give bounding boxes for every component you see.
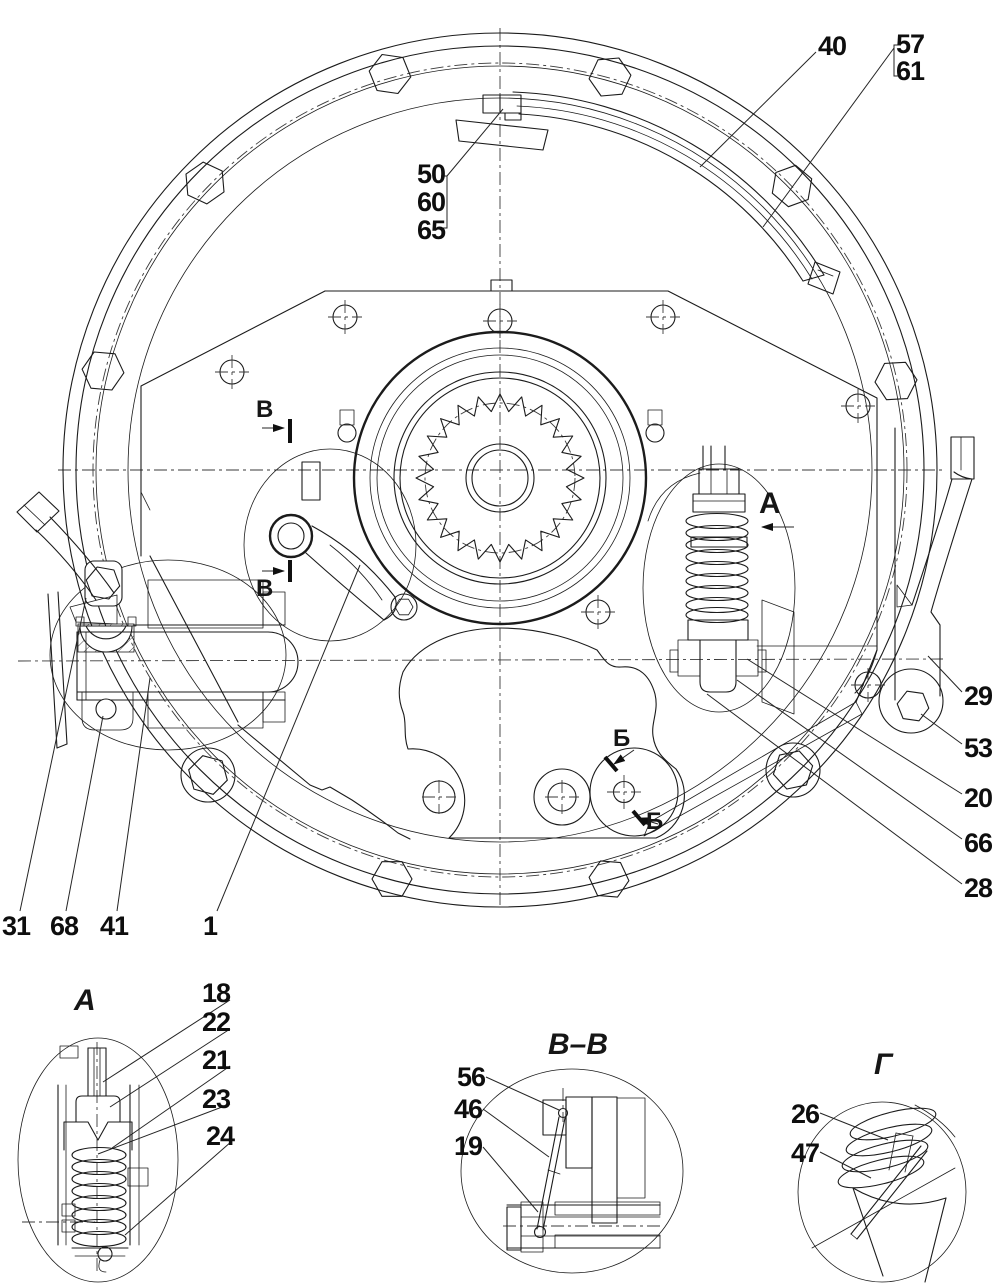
callout-20: 20 xyxy=(964,783,993,813)
callout-19: 19 xyxy=(454,1131,483,1161)
callout-61: 61 xyxy=(896,56,925,86)
section-letter-b-top: Б xyxy=(613,725,631,752)
detail-title-bb: В–В xyxy=(548,1028,609,1061)
detail-g-spring xyxy=(835,1102,938,1195)
right-lever xyxy=(879,428,974,733)
callout-40: 40 xyxy=(818,31,847,61)
coil-spring xyxy=(686,514,748,623)
callout-50: 50 xyxy=(417,159,446,189)
callout-68: 68 xyxy=(50,911,79,941)
callout-47: 47 xyxy=(791,1138,820,1168)
callout-41: 41 xyxy=(100,911,129,941)
lower-casting xyxy=(238,594,877,839)
callout-26: 26 xyxy=(791,1099,820,1129)
detail-view-bb xyxy=(461,1069,683,1273)
centerlines xyxy=(18,28,943,908)
callout-22: 22 xyxy=(202,1007,231,1037)
callout-1: 1 xyxy=(203,911,218,941)
brake-band xyxy=(456,92,840,294)
callout-28: 28 xyxy=(964,873,993,903)
detail-title-a: А xyxy=(74,984,96,1017)
section-letter-b-bottom: Б xyxy=(646,808,664,835)
callout-60: 60 xyxy=(417,187,446,217)
callout-57: 57 xyxy=(896,29,925,59)
leader-lines xyxy=(20,45,962,1235)
callout-23: 23 xyxy=(202,1084,231,1114)
detail-view-g xyxy=(798,1102,966,1282)
callout-46: 46 xyxy=(454,1094,483,1124)
detail-a-spring xyxy=(72,1148,126,1247)
callout-56: 56 xyxy=(457,1062,486,1092)
release-lever-detail xyxy=(244,449,416,641)
callout-18: 18 xyxy=(202,978,231,1008)
callout-24: 24 xyxy=(206,1121,235,1151)
section-letter-v-bottom: В xyxy=(256,575,274,602)
callout-31: 31 xyxy=(2,911,31,941)
callout-65: 65 xyxy=(417,215,446,245)
callout-53: 53 xyxy=(964,733,993,763)
section-marks xyxy=(262,419,794,582)
detail-view-a xyxy=(18,1038,178,1282)
view-letter-a: А xyxy=(759,487,781,520)
callout-66: 66 xyxy=(964,828,993,858)
release-shaft-assembly xyxy=(17,492,298,750)
section-letter-v-top: В xyxy=(256,396,274,423)
band-clamp xyxy=(456,95,548,150)
detail-title-g: Г xyxy=(874,1048,893,1081)
callout-21: 21 xyxy=(202,1045,231,1075)
callout-29: 29 xyxy=(964,681,993,711)
section-b-detail xyxy=(590,748,678,836)
